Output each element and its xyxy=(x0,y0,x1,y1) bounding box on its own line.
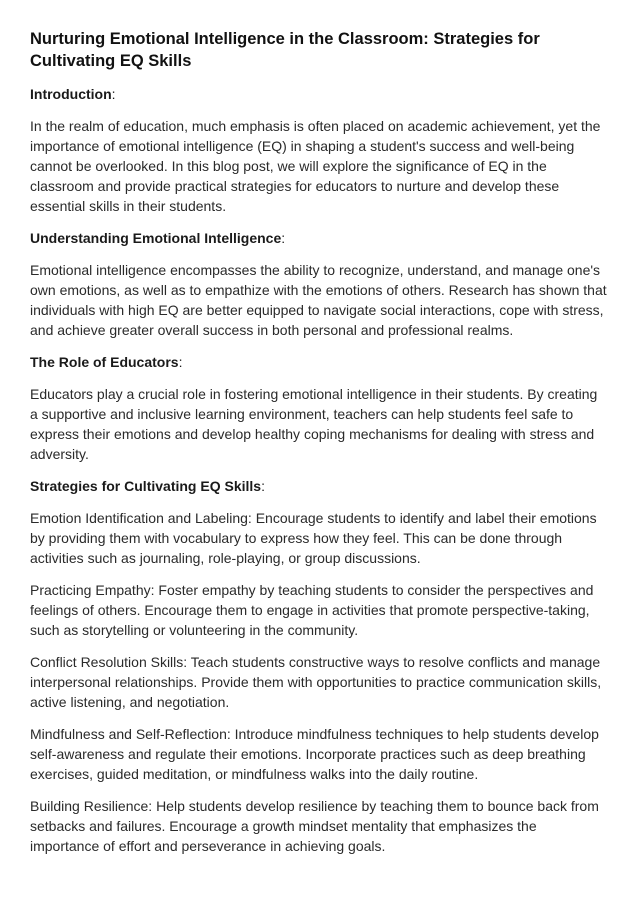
section-heading-text: The Role of Educators xyxy=(30,354,179,370)
paragraph: In the realm of education, much emphasis is often placed on academic achievement, yet the importance of emotional intelligence (EQ) in shaping a student's success and well-being cannot be overlooked. In this blog post, we will explore the significance of EQ in the classroom and provide practical strategies for educators to nurture and develop these essential skills in their students. xyxy=(30,118,601,214)
section-strategies xyxy=(30,476,608,856)
page-title: Nurturing Emotional Intelligence in the Classroom: Strategies for Cultivating EQ Skills xyxy=(30,30,540,70)
section-heading xyxy=(30,228,608,248)
heading-colon: : xyxy=(261,478,265,494)
section-understanding-ei xyxy=(30,228,608,340)
section-heading-text: Understanding Emotional Intelligence xyxy=(30,230,282,246)
paragraph-building-resilience: Building Resilience: Help students develop resilience by teaching them to bounce back from setbacks and failures. Encourage a growth mindset mentality that emphasizes the importance of effort and perseverance in achieving goals. xyxy=(30,798,599,854)
heading-colon: : xyxy=(281,230,286,246)
paragraph-practicing-empathy: Practicing Empathy: Foster empathy by teaching students to consider the perspectives and feelings of others. Encourage them to engage in activities that promote perspective-taking, such as storytelling or volunteering in the community. xyxy=(30,582,594,638)
section-introduction xyxy=(30,84,608,216)
paragraph-emotion-identification: Emotion Identification and Labeling: Encourage students to identify and label their emotions by providing them with vocabulary to express how they feel. This can be done through activities such as journaling, role-playing, or group discussions. xyxy=(30,510,597,566)
section-heading xyxy=(30,84,608,104)
section-heading xyxy=(30,476,608,496)
paragraph-conflict-resolution: Conflict Resolution Skills: Teach students constructive ways to resolve conflicts and manage interpersonal relationships. Provide them with opportunities to practice communication skills, active listening, and negotiation. xyxy=(30,654,602,710)
section-role-of-educators xyxy=(30,352,608,464)
heading-colon: : xyxy=(178,354,183,370)
heading-colon: : xyxy=(111,86,116,102)
paragraph: Educators play a crucial role in fostering emotional intelligence in their students. By creating a supportive and inclusive learning environment, teachers can help students feel safe to express their emotions and develop healthy coping mechanisms for dealing with stress and adversity. xyxy=(30,386,598,462)
section-heading-text: Introduction xyxy=(30,86,112,102)
paragraph-mindfulness: Mindfulness and Self-Reflection: Introduce mindfulness techniques to help students develop self-awareness and regulate their emotions. Incorporate practices such as deep breathing exercises, guided meditation, or mindfulness walks into the daily routine. xyxy=(30,726,599,782)
paragraph: Emotional intelligence encompasses the ability to recognize, understand, and manage one's own emotions, as well as to empathize with the emotions of others. Research has shown that individuals with high EQ are better equipped to navigate social interactions, cope with stress, and achieve greater overall success in both personal and professional realms. xyxy=(30,262,607,338)
section-heading-text: Strategies for Cultivating EQ Skills xyxy=(30,478,262,494)
section-heading xyxy=(30,352,608,372)
